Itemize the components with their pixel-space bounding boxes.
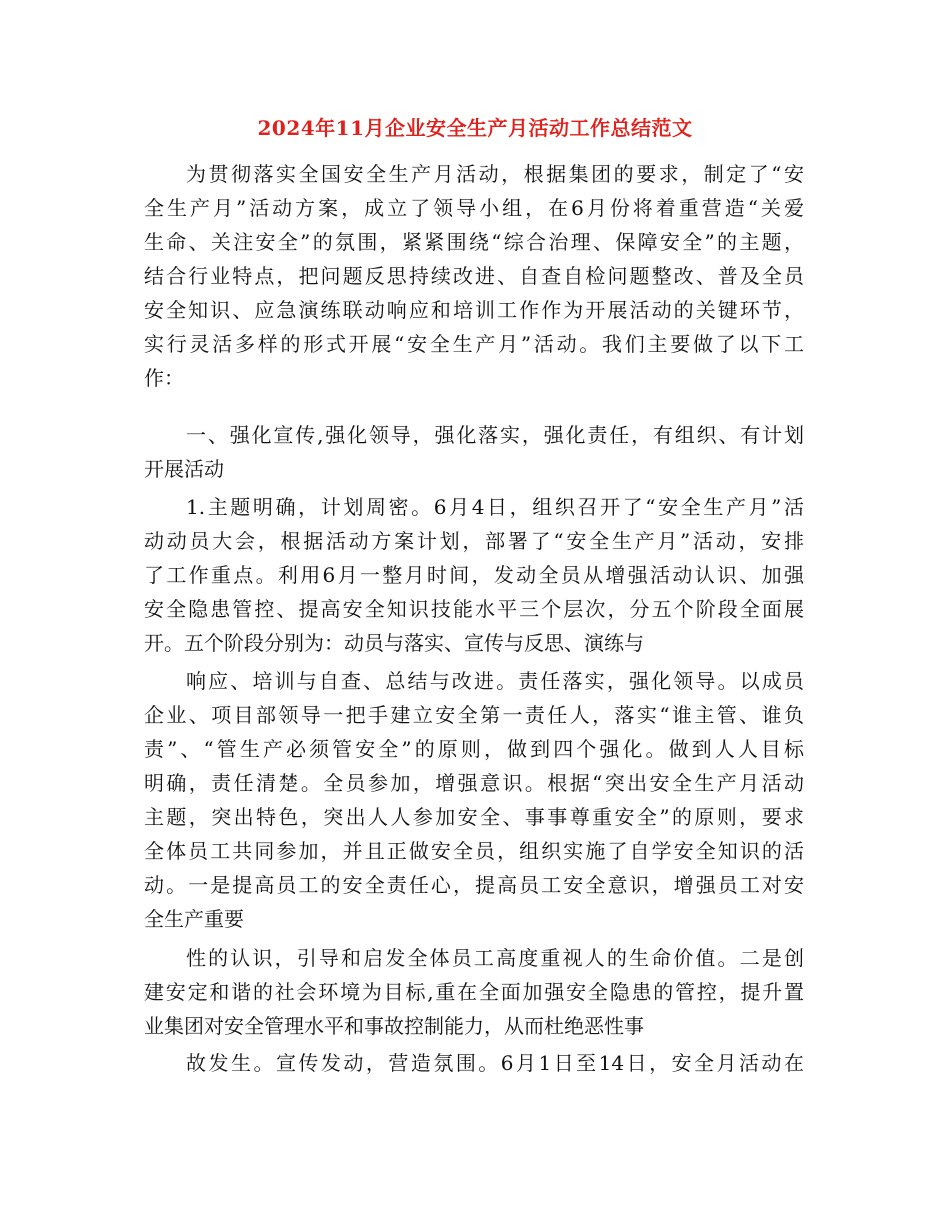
paragraph-line: 动动员大会，根据活动方案计划，部署了“安全生产月”活动，安排: [144, 529, 804, 553]
paragraph-line: 性的认识，引导和启发全体员工高度重视人的生命价值。二是创: [186, 946, 804, 970]
paragraph-line: 了工作重点。利用6月一整月时间，发动全员从增强活动认识、加强: [144, 563, 804, 587]
paragraph-line: 建安定和谐的社会环境为目标,重在全面加强安全隐患的管控，提升置: [144, 980, 804, 1004]
paragraph-line: 业集团对安全管理水平和事故控制能力，从而杜绝恶性事: [144, 1014, 644, 1038]
paragraph-line: 明确，责任清楚。全员参加，增强意识。根据“突出安全生产月活动: [144, 771, 804, 795]
paragraph-line: 响应、培训与自查、总结与改进。责任落实，强化领导。以成员: [186, 669, 804, 693]
paragraph-line: 动。一是提高员工的安全责任心，提高员工安全意识，增强员工对安: [144, 873, 804, 897]
paragraph-line: 作：: [144, 366, 184, 390]
paragraph-line: 全体员工共同参加，并且正做安全员，组织实施了自学安全知识的活: [144, 839, 804, 863]
section-heading-line: 一、强化宣传,强化领导，强化落实，强化责任，有组织、有计划: [186, 423, 804, 447]
paragraph-line: 结合行业特点，把问题反思持续改进、自查自检问题整改、普及全员: [144, 264, 804, 288]
paragraph-line: 全生产重要: [144, 907, 244, 931]
section-heading-line: 开展活动: [144, 457, 224, 481]
paragraph-line: 生命、关注安全”的氛围，紧紧围绕“综合治理、保障安全”的主题，: [144, 230, 804, 254]
paragraph-line: 全生产月”活动方案，成立了领导小组，在6月份将着重营造“关爱: [144, 196, 804, 220]
paragraph-line: 责”、“管生产必须管安全”的原则，做到四个强化。做到人人目标: [144, 737, 804, 761]
paragraph-line: 主题，突出特色，突出人人参加安全、事事尊重安全”的原则，要求: [144, 805, 804, 829]
paragraph-line: 企业、项目部领导一把手建立安全第一责任人，落实“谁主管、谁负: [144, 703, 804, 727]
paragraph-line: 1.主题明确，计划周密。6月4日，组织召开了“安全生产月”活: [186, 495, 804, 519]
paragraph-line: 开。五个阶段分别为：动员与落实、宣传与反思、演练与: [144, 631, 644, 655]
document-title: 2024年11月企业安全生产月活动工作总结范文: [257, 116, 693, 140]
paragraph-line: 为贯彻落实全国安全生产月活动，根据集团的要求，制定了“安: [186, 162, 804, 186]
paragraph-line: 安全隐患管控、提高安全知识技能水平三个层次，分五个阶段全面展: [144, 597, 804, 621]
paragraph-line: 实行灵活多样的形式开展“安全生产月”活动。我们主要做了以下工: [144, 332, 804, 356]
paragraph-line: 故发生。宣传发动，营造氛围。6月1日至14日，安全月活动在: [186, 1051, 804, 1075]
paragraph-line: 安全知识、应急演练联动响应和培训工作作为开展活动的关键环节，: [144, 298, 804, 322]
